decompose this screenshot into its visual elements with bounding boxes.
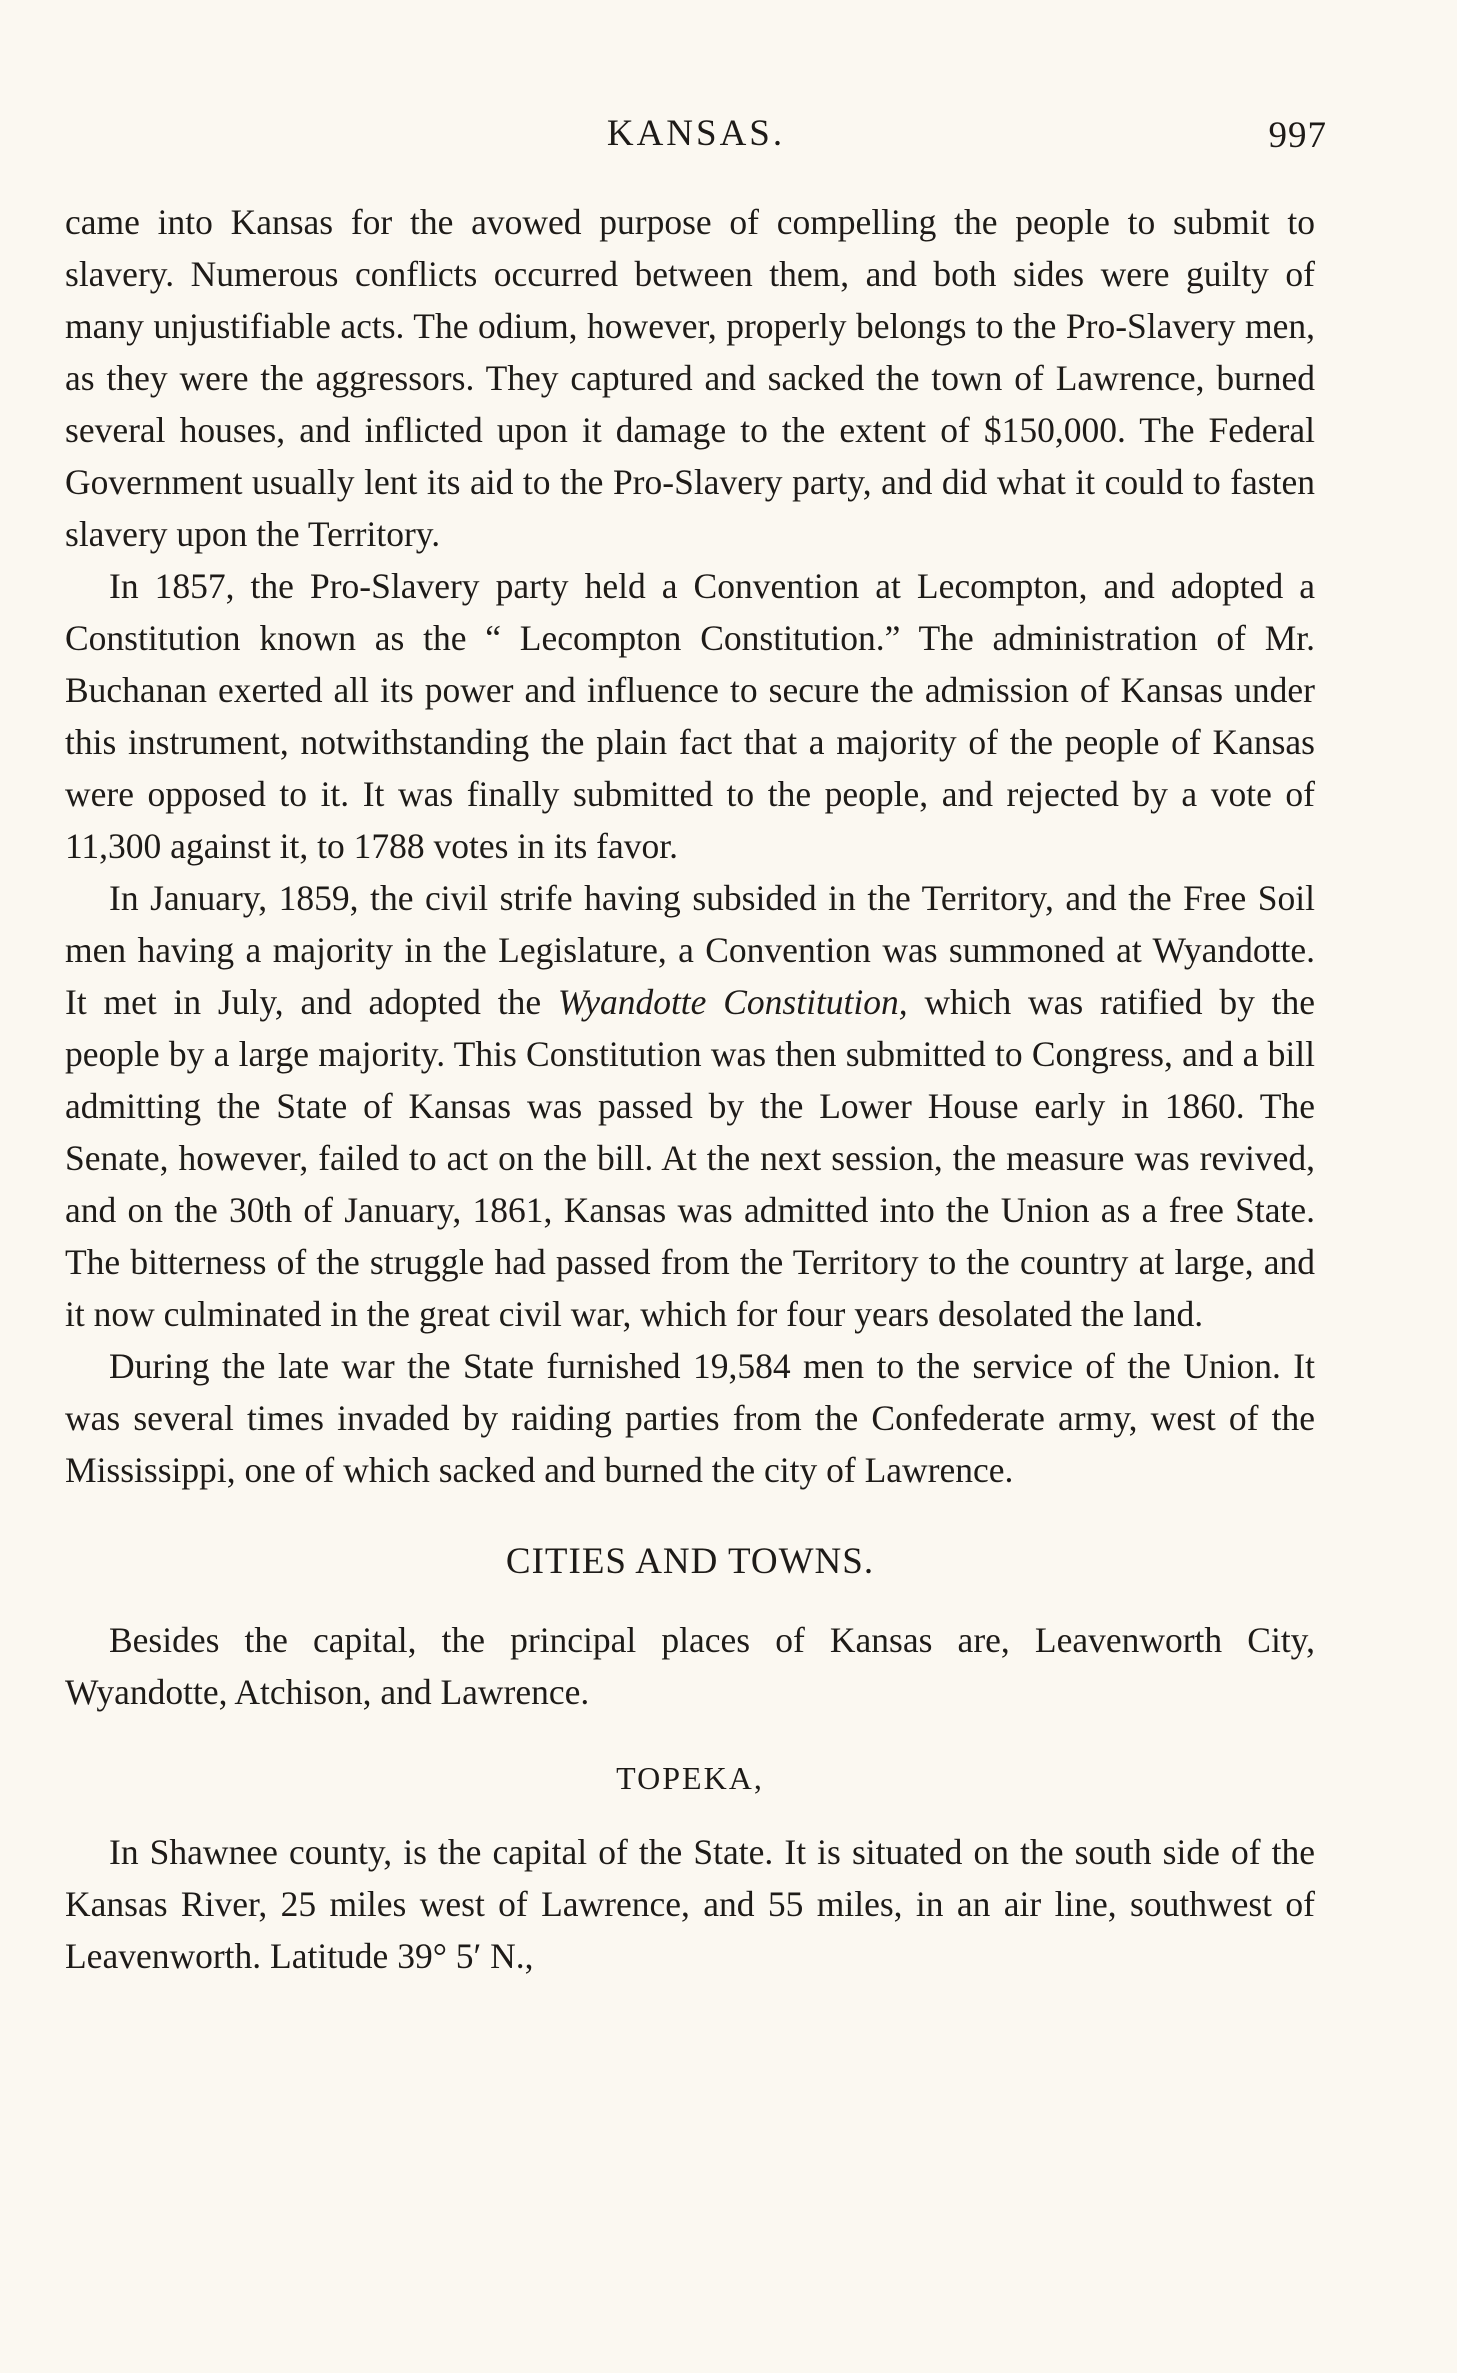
body-text	[65, 196, 1315, 1982]
paragraph-war: During the late war the State furnished 19,584 men to the service of the Union. It was several times invaded by raiding parties from the Confederate army, west of the Mississippi, one of which sacked and burned the city of Lawrence.	[65, 1346, 1315, 1490]
running-title: KANSAS.	[606, 113, 786, 154]
section-heading: CITIES AND TOWNS.	[505, 1541, 875, 1582]
paragraph-wyandotte-text-1: In January, 1859, the civil strife having subsided in the Territory, and the Free Soil men having a majority in the Legislature, a Convention was summoned at Wyandotte. It met in July, and adopted the	[65, 878, 1315, 1022]
paragraph-topeka: In Shawnee county, is the capital of the State. It is situated on the south side of the Kansas River, 25 miles west of Lawrence, and 55 miles, in an air line, southwest of Leavenworth. Latitude 39° 5′ N.,	[65, 1832, 1315, 1976]
page-number: 997	[1268, 115, 1327, 156]
paragraph-wyandotte	[65, 872, 1315, 1340]
running-head	[65, 108, 1327, 158]
wyandotte-constitution-italic: Wyandotte Constitution,	[557, 982, 908, 1022]
subsection-heading: TOPEKA,	[616, 1760, 764, 1796]
paragraph-cities-intro: Besides the capital, the principal places of Kansas are, Leavenworth City, Wyandotte, Atchison, and Lawrence.	[65, 1620, 1315, 1712]
paragraph-continuation: came into Kansas for the avowed purpose of compelling the people to submit to slavery. Numerous conflicts occurred between them, and both sides were guilty of many unjustifiable acts. The odium, however, properly belongs to the Pro-Slavery men, as they were the aggressors. They captured and sacked the town of Lawrence, burned several houses, and inflicted upon it damage to the extent of $150,000. The Federal Government usually lent its aid to the Pro-Slavery party, and did what it could to fasten slavery upon the Territory.	[65, 202, 1315, 554]
paragraph-lecompton: In 1857, the Pro-Slavery party held a Convention at Lecompton, and adopted a Constitution known as the “ Lecompton Constitution.” The administration of Mr. Buchanan exerted all its power and influence to secure the admission of Kansas under this instrument, notwithstanding the plain fact that a majority of the people of Kansas were opposed to it. It was finally submitted to the people, and rejected by a vote of 11,300 against it, to 1788 votes in its favor.	[65, 566, 1315, 866]
paragraph-wyandotte-text-2: which was ratified by the people by a large majority. This Constitution was then submitted to Congress, and a bill admitting the State of Kansas was passed by the Lower House early in 1860. The Senate, however, failed to act on the bill. At the next session, the measure was revived, and on the 30th of January, 1861, Kansas was admitted into the Union as a free State. The bitterness of the struggle had passed from the Territory to the country at large, and it now culminated in the great civil war, which for four years desolated the land.	[65, 982, 1315, 1334]
